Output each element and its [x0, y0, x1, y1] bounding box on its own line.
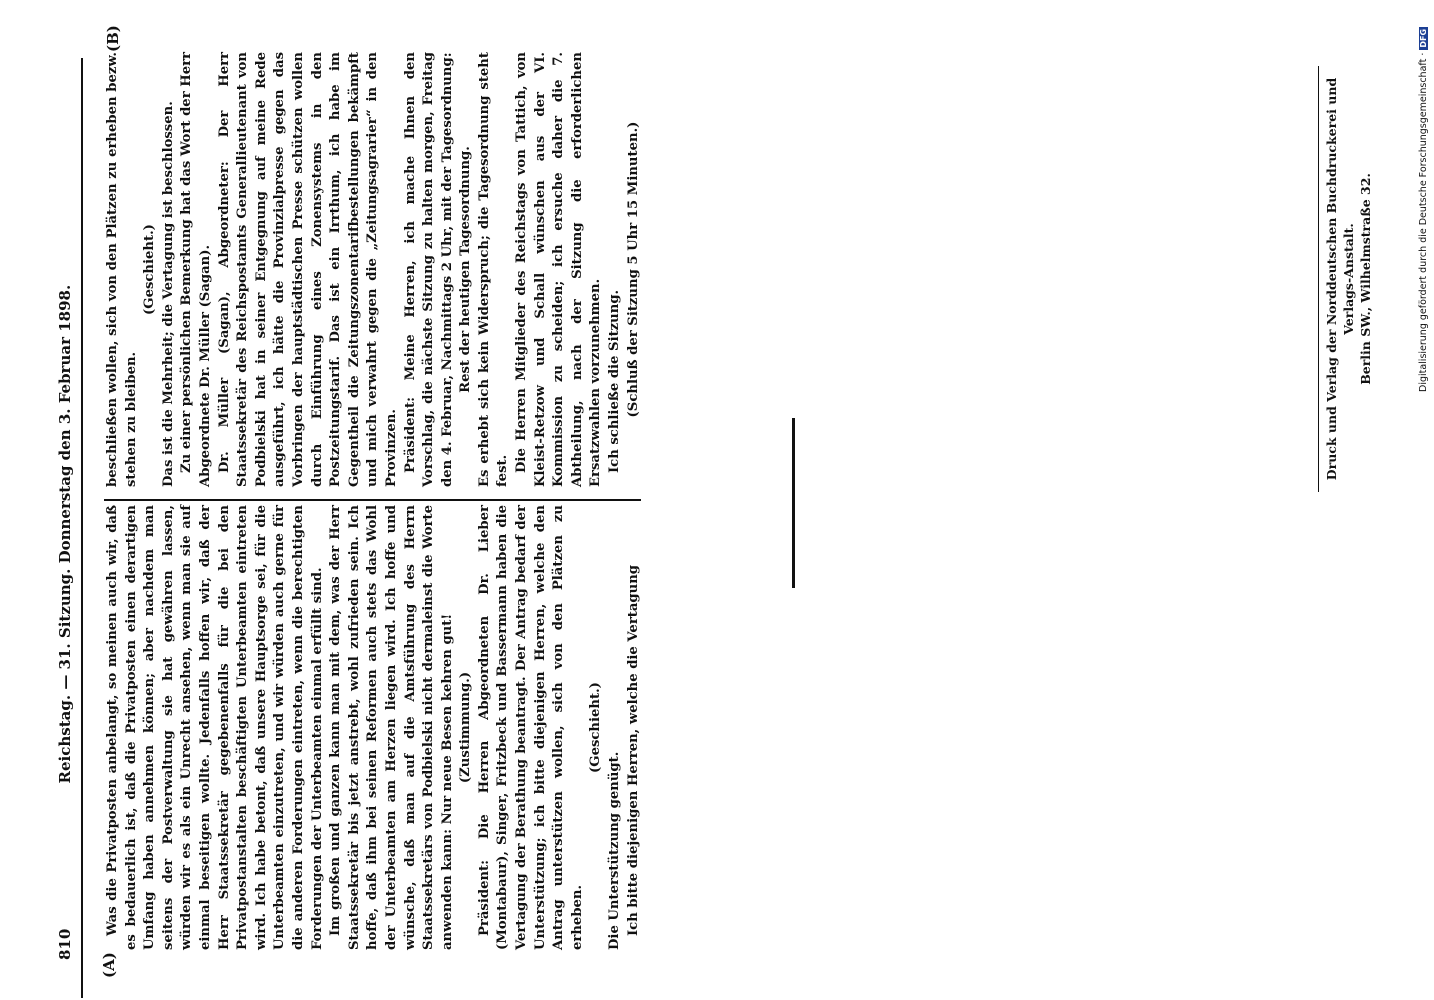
- right-paragraph: Dr. Müller (Sagan), Abgeordneter: Der Herr Staatssekretär des Reichspostamts Generallieutenant von Podbielski hat in seiner Entgegnung auf meine Rede ausgeführt, ich hätte die Provinzialpresse gegen das Vorbringen der hauptstädtischen Presse schützen wollen durch Einführung eines Zonensystems in den Postzeitungstarif. Das ist ein Irrthum, ich habe im Gegentheil die Zeitungszonentarifbestellungen bekämpft und mich verwahrt gegen die „Zeitungsagrarier“ in den Provinzen.: [216, 52, 399, 487]
- left-paragraph: (Geschieht.): [588, 682, 604, 773]
- left-paragraph: Ich bitte diejenigen Herren, welche die Vertagung: [625, 564, 641, 936]
- imprint: [1323, 66, 1374, 492]
- end-rule: [792, 418, 795, 588]
- digitization-text: Digitalisierung gefördert durch die Deutsche Forschungsgemeinschaft ·: [1418, 52, 1429, 392]
- left-paragraph: Im großen und ganzen kann man mit dem, was der Herr Staatssekretär bis jetzt anstrebt, wohl zufrieden sein. Ich hoffe, daß ihm bei seinen Reformen auch stets das Wohl der Unterbeamten am Herzen liegen wird. Ich hoffe und wünsche, daß man auf die Amtsführung des Herrn Staatssekretärs von Podbielski nicht dermaleinst die Worte anwenden kann: Nur neue Besen kehren gut!: [328, 505, 455, 950]
- page-number: 810: [56, 928, 74, 960]
- imprint-line-1: Druck und Verlag der Norddeutschen Buchdruckerei und Verlags-Anstalt.: [1324, 77, 1356, 481]
- right-paragraph: (Schluß der Sitzung 5 Uhr 15 Minuten.): [625, 121, 641, 418]
- column-divider: [104, 499, 641, 501]
- right-column: [104, 52, 641, 487]
- right-paragraph: Es erhebt sich kein Widerspruch; die Tagesordnung steht fest.: [476, 52, 511, 487]
- left-paragraph: Die Unterstützung genügt.: [607, 751, 623, 950]
- right-paragraph: beschließen wollen, sich von den Plätzen zu erheben bezw. stehen zu bleiben.: [105, 52, 139, 487]
- right-paragraph: Die Herren Mitglieder des Reichstags von Tattich, von Kleist-Retzow und Schall wünschen aus der VI. Kommission zu scheiden; ich ersuche daher die 7. Abtheilung, nach der Sitzung die erforderlichen Ersatzwahlen vorzunehmen.: [514, 52, 604, 487]
- imprint-line-2: Berlin SW., Wilhelmstraße 32.: [1358, 173, 1373, 385]
- left-paragraph: (Zustimmung.): [458, 671, 474, 784]
- marker-a: (A): [100, 952, 118, 978]
- dfg-logo: DFG: [1419, 28, 1428, 48]
- imprint-rule: [1318, 66, 1319, 492]
- digitization-note: [1418, 27, 1429, 392]
- running-title: Reichstag. — 31. Sitzung. Donnerstag den 3. Februar 1898.: [56, 284, 74, 784]
- marker-b: (B): [104, 25, 122, 52]
- right-paragraph: Zu einer persönlichen Bemerkung hat das Wort der Herr Abgeordnete Dr. Müller (Sagan).: [179, 52, 213, 487]
- right-paragraph: Das ist die Mehrheit; die Vertagung ist beschlossen.: [160, 101, 176, 487]
- right-paragraph: Ich schließe die Sitzung.: [607, 289, 623, 473]
- running-header: [56, 60, 74, 960]
- header-rule: [81, 58, 83, 998]
- right-paragraph: (Geschieht.): [142, 224, 158, 315]
- left-paragraph: Präsident: Die Herren Abgeordneten Dr. Lieber (Montabaur), Singer, Fritzbeck und Bassermann haben die Vertagung der Berathung beantragt. Der Antrag bedarf der Unterstützung; ich bitte diejenigen Herren, welche den Antrag unterstützen wollen, sich von den Plätzen zu erheben.: [476, 505, 585, 950]
- left-paragraph: Was die Privatposten anbelangt, so meinen auch wir, daß es bedauerlich ist, daß die Privatposten einen derartigen Umfang haben annehmen können; aber nachdem man seitens der Postverwaltung sie hat gewähren lassen, würden wir es als ein Unrecht ansehen, wenn man sie auf einmal beseitigen wollte. Jedenfalls hoffen wir, daß der Herr Staatssekretär gegebenenfalls für die bei den Privatpostanstalten beschäftigten Unterbeamten eintreten wird. Ich habe betont, daß unsere Hauptsorge sei, für die Unterbeamten einzutreten, und wir würden auch gerne für die anderen Forderungen eintreten, wenn die berechtigten Forderungen der Unterbeamten einmal erfüllt sind.: [105, 505, 325, 950]
- right-paragraph: Präsident: Meine Herren, ich mache Ihnen den Vorschlag, die nächste Sitzung zu halten morgen, Freitag den 4. Februar, Nachmittags 2 Uhr, mit der Tagesordnung:: [402, 52, 455, 487]
- left-column: [104, 505, 641, 950]
- right-paragraph: Rest der heutigen Tagesordnung.: [458, 146, 474, 393]
